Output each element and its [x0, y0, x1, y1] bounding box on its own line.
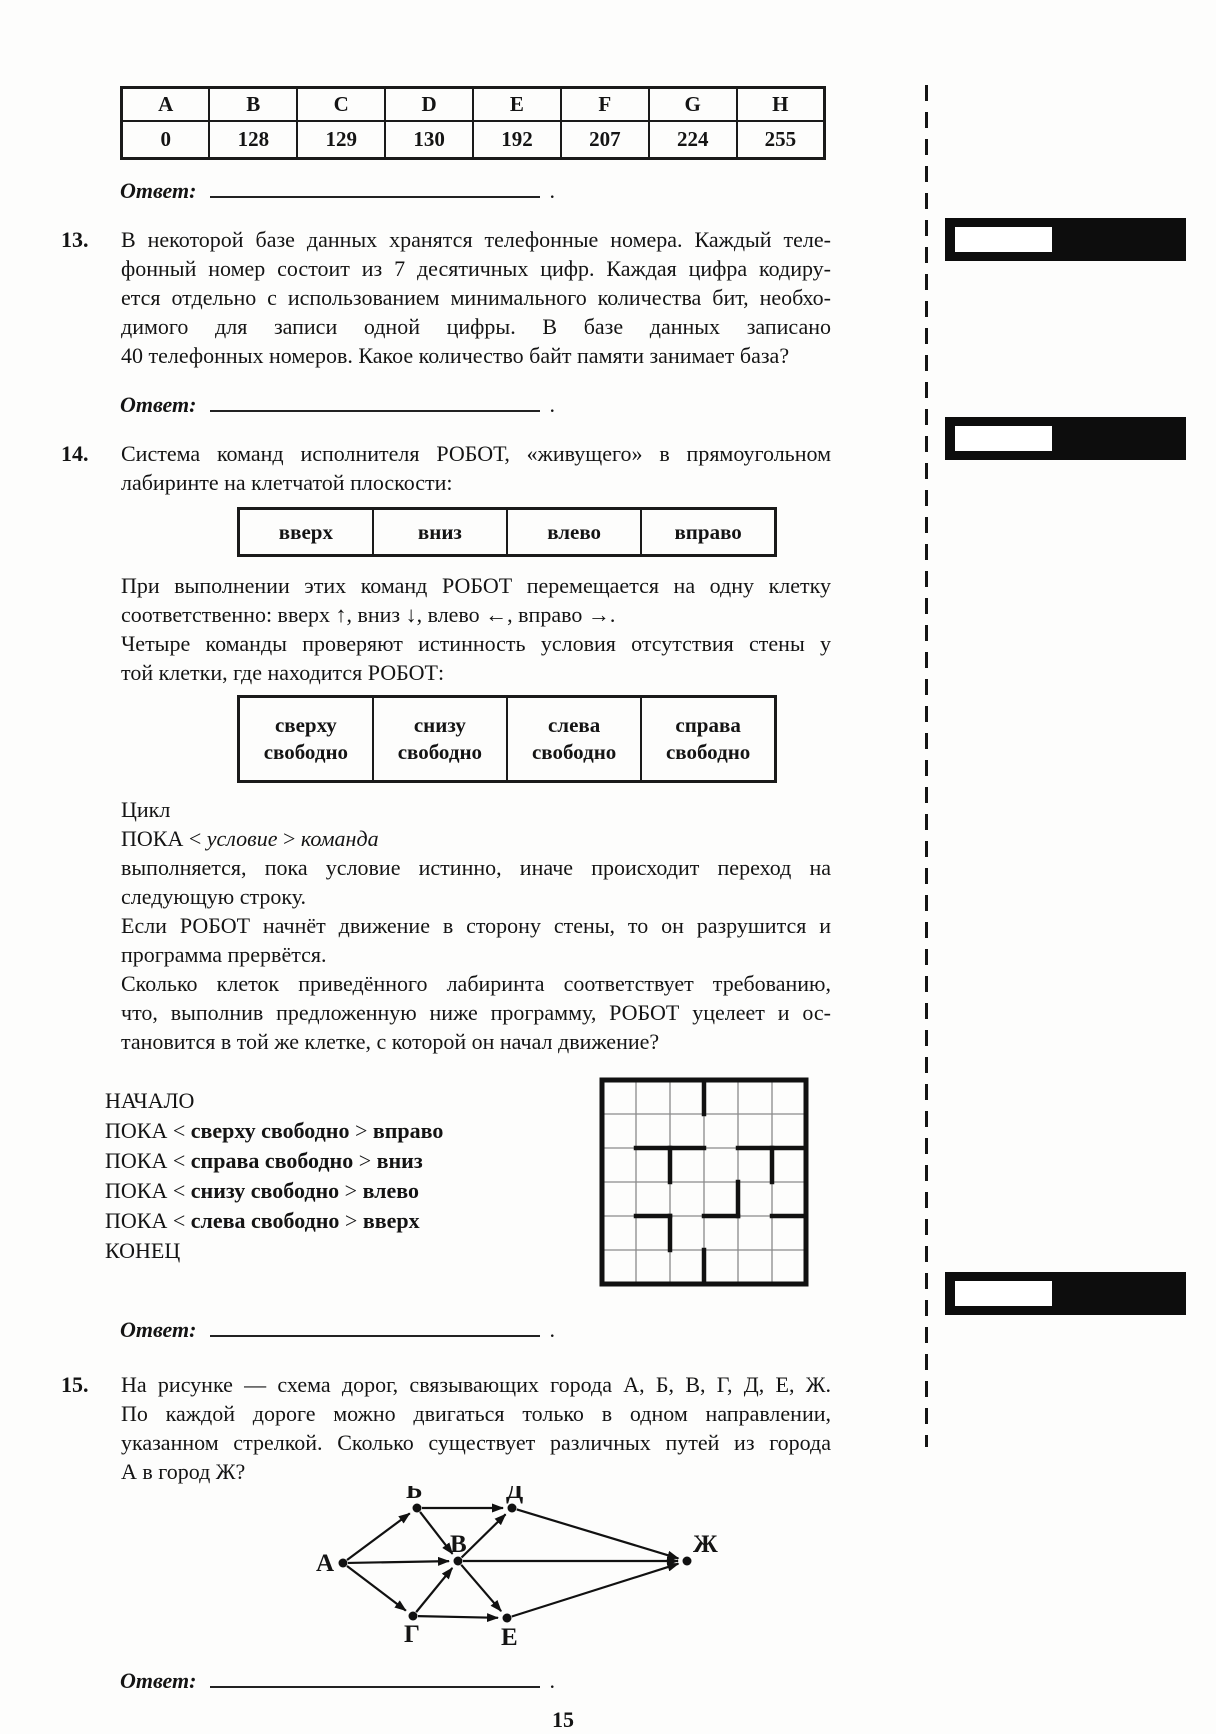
answer-mark-window [955, 1281, 1052, 1306]
cycle-syntax-line [121, 824, 831, 853]
answer-label: Ответ: [120, 1668, 197, 1693]
svg-text:Е: Е [501, 1624, 518, 1651]
answer-line [120, 176, 846, 205]
header-cell: E [473, 88, 561, 122]
answer-period: . [549, 178, 555, 203]
command-placeholder: команда [300, 826, 379, 851]
robot-commands-table [237, 507, 777, 557]
angle-bracket: < [172, 1118, 186, 1143]
answer-line [120, 390, 846, 419]
angle-bracket: > [344, 1208, 358, 1233]
table-row [239, 697, 776, 782]
condition-word: свободно [531, 740, 617, 764]
svg-text:В: В [450, 1531, 467, 1558]
question-number: 14. [61, 441, 89, 466]
table-header-row [122, 88, 825, 122]
angle-bracket: < [172, 1208, 186, 1233]
text-line: лабиринте на клетчатой плоскости: [121, 470, 453, 495]
condition-cell [507, 697, 641, 782]
answer-mark-window [955, 426, 1052, 451]
text-line: что, выполнив предложенную ниже программу, РОБОТ уцелеет и ос- [121, 1000, 831, 1025]
angle-bracket: > [354, 1118, 368, 1143]
command: вниз [376, 1148, 423, 1173]
value-cell: 129 [297, 121, 385, 159]
answer-line [120, 1315, 846, 1344]
command-cell: вверх [239, 509, 373, 556]
answer-period: . [549, 1317, 555, 1342]
table-row [239, 509, 776, 556]
header-cell: F [561, 88, 649, 122]
condition-cell [641, 697, 775, 782]
program-line: НАЧАЛО [105, 1088, 195, 1113]
svg-text:Б: Б [406, 1486, 423, 1504]
dashed-cut-line [925, 85, 928, 1447]
page-content [60, 86, 846, 1734]
svg-text:Д: Д [506, 1486, 524, 1504]
answer-blank [210, 178, 540, 198]
svg-text:А: А [316, 1550, 335, 1577]
answer-mark-window [955, 227, 1052, 252]
keyword: ПОКА [105, 1148, 168, 1173]
roads-graph-figure [280, 1486, 846, 1658]
program-and-maze [105, 1070, 846, 1295]
keyword: ПОКА [105, 1178, 168, 1203]
command-cell: вправо [641, 509, 775, 556]
condition-word: слева [547, 713, 601, 737]
maze-figure [598, 1070, 810, 1295]
answer-blank [210, 1317, 540, 1337]
answer-mark-bar-q15 [945, 1272, 1186, 1315]
robot-conditions-table [237, 695, 777, 783]
angle-bracket: > [282, 826, 296, 851]
answer-mark-bar-q13 [945, 218, 1186, 261]
text-line: А в город Ж? [121, 1459, 246, 1484]
text-line: фонный номер состоит из 7 десятичных цифр. Каждая цифра кодиру- [121, 256, 831, 281]
text-line: программа прервётся. [121, 942, 327, 967]
condition-cell [239, 697, 373, 782]
letter-code-table [120, 86, 826, 160]
text-line: Система команд исполнителя РОБОТ, «живущего» в прямоугольном [121, 441, 831, 466]
condition-placeholder: условие [206, 826, 278, 851]
question-13 [60, 225, 846, 370]
condition-word: свободно [397, 740, 483, 764]
value-cell: 0 [122, 121, 210, 159]
text-line: соответственно: вверх ↑, вниз ↓, влево ←, вправо →. [121, 602, 616, 627]
program-line: КОНЕЦ [105, 1238, 181, 1263]
text-line: той клетки, где находится РОБОТ: [121, 660, 445, 685]
condition-cell [373, 697, 507, 782]
text-line: Если РОБОТ начнёт движение в сторону стены, то он разрушится и [121, 913, 831, 938]
text-line: При выполнении этих команд РОБОТ перемещается на одну клетку [121, 573, 831, 598]
table-value-row [122, 121, 825, 159]
program-line [105, 1116, 443, 1146]
cycle-description [121, 795, 831, 1056]
maze-grid [598, 1076, 810, 1288]
angle-bracket: > [344, 1178, 358, 1203]
keyword: ПОКА [121, 826, 184, 851]
header-cell: G [649, 88, 737, 122]
value-cell: 130 [385, 121, 473, 159]
question-14 [60, 439, 846, 1056]
answer-mark-bar-q14 [945, 417, 1186, 460]
value-cell: 192 [473, 121, 561, 159]
answer-label: Ответ: [120, 178, 197, 203]
command: вверх [362, 1208, 420, 1233]
program-line [105, 1146, 443, 1176]
text-line: По каждой дороге можно двигаться только в одном направлении, [121, 1401, 831, 1426]
command: вправо [372, 1118, 444, 1143]
answer-label: Ответ: [120, 1317, 197, 1342]
question-text [121, 1370, 831, 1486]
value-cell: 224 [649, 121, 737, 159]
header-cell: D [385, 88, 473, 122]
question-number: 13. [61, 227, 89, 252]
answer-period: . [549, 392, 555, 417]
keyword: ПОКА [105, 1118, 168, 1143]
paragraph [121, 629, 831, 687]
value-cell: 255 [737, 121, 825, 159]
text-line: Четыре команды проверяют истинность условия отсутствия стены у [121, 631, 831, 656]
answer-blank [210, 392, 540, 412]
text-line: На рисунке — схема дорог, связывающих города А, Б, В, Г, Д, Е, Ж. [121, 1372, 831, 1397]
condition-word: снизу [413, 713, 466, 737]
command: влево [362, 1178, 419, 1203]
page-number: 15 [552, 1707, 574, 1732]
program-line [105, 1206, 443, 1236]
condition: справа свободно [190, 1148, 354, 1173]
answer-line [120, 1666, 846, 1695]
condition: снизу свободно [190, 1178, 340, 1203]
roads-graph [280, 1486, 720, 1651]
condition-word: свободно [665, 740, 751, 764]
header-cell: C [297, 88, 385, 122]
text-line: Цикл [121, 797, 171, 822]
program-line [105, 1176, 443, 1206]
condition-word: справа [675, 713, 741, 737]
text-line: димого для записи одной цифры. В базе данных записано [121, 314, 831, 339]
header-cell: H [737, 88, 825, 122]
robot-program [105, 1070, 443, 1295]
paragraph [121, 571, 831, 629]
keyword: ПОКА [105, 1208, 168, 1233]
command-cell: вниз [373, 509, 507, 556]
text-line: 40 телефонных номеров. Какое количество байт памяти занимает база? [121, 343, 790, 368]
question-text [121, 225, 831, 370]
condition-word: свободно [263, 740, 349, 764]
text-line: выполняется, пока условие истинно, иначе происходит переход на [121, 855, 831, 880]
angle-bracket: > [358, 1148, 372, 1173]
question-text [121, 439, 831, 1056]
condition: слева свободно [190, 1208, 340, 1233]
question-15 [60, 1370, 846, 1486]
condition: сверху свободно [190, 1118, 350, 1143]
text-line: ется отдельно с использованием минимального количества бит, необхо- [121, 285, 831, 310]
header-cell: B [209, 88, 297, 122]
svg-text:Г: Г [404, 1621, 420, 1648]
value-cell: 128 [209, 121, 297, 159]
header-cell: A [122, 88, 210, 122]
answer-period: . [549, 1668, 555, 1693]
text-line: указанном стрелкой. Сколько существует различных путей из города [121, 1430, 831, 1455]
value-cell: 207 [561, 121, 649, 159]
svg-text:Ж: Ж [693, 1531, 718, 1558]
text-line: тановится в той же клетке, с которой он начал движение? [121, 1029, 660, 1054]
answer-label: Ответ: [120, 392, 197, 417]
text-line: следующую строку. [121, 884, 307, 909]
question-number: 15. [61, 1372, 89, 1397]
text-line: Сколько клеток приведённого лабиринта соответствует требованию, [121, 971, 831, 996]
answer-blank [210, 1668, 540, 1688]
command-cell: влево [507, 509, 641, 556]
text-line: В некоторой базе данных хранятся телефонные номера. Каждый теле- [121, 227, 831, 252]
angle-bracket: < [172, 1178, 186, 1203]
angle-bracket: < [172, 1148, 186, 1173]
angle-bracket: < [188, 826, 202, 851]
condition-word: сверху [274, 713, 337, 737]
